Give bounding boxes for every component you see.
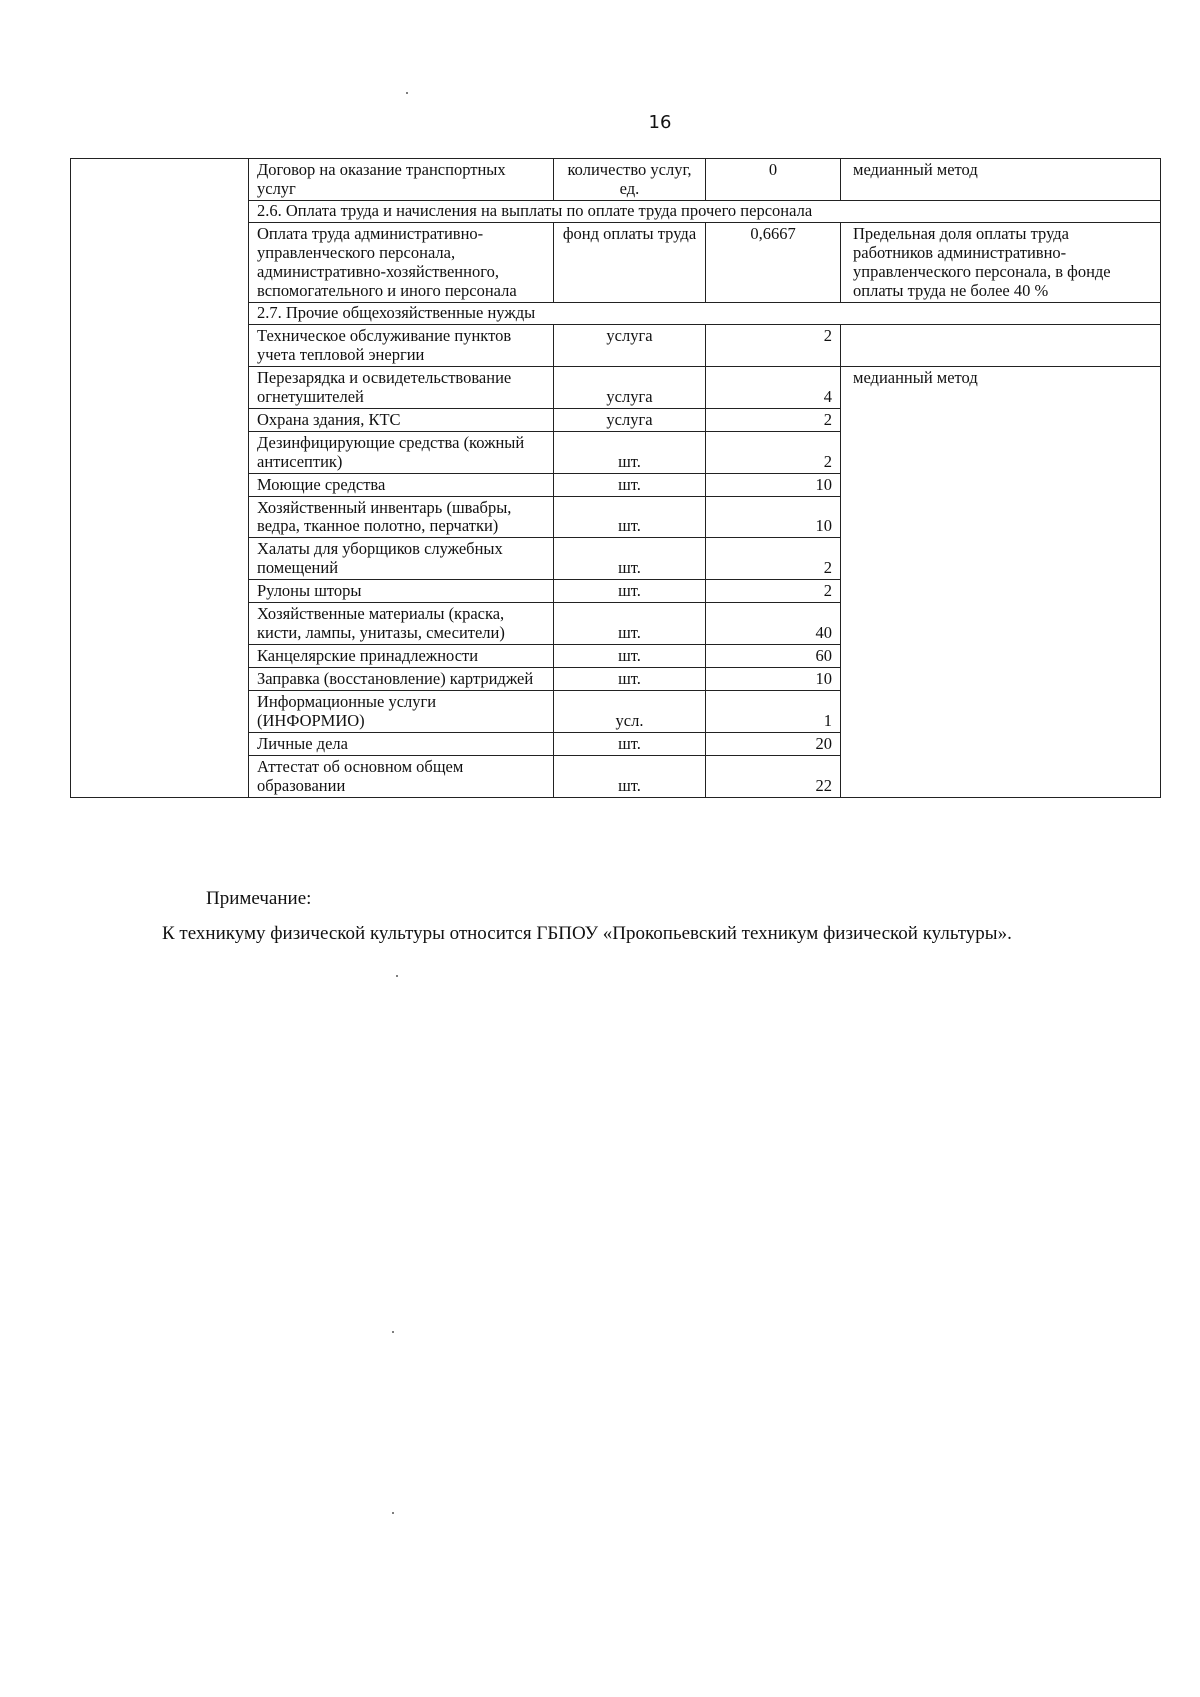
scan-speck [392, 1331, 394, 1333]
item-name: Дезинфицирующие средства (кожный антисептик) [249, 431, 554, 473]
item-value: 2 [706, 431, 841, 473]
item-name: Рулоны шторы [249, 580, 554, 603]
item-name: Канцелярские принадлежности [249, 645, 554, 668]
section-heading: 2.7. Прочие общехозяйственные нужды [249, 302, 1161, 324]
item-name: Хозяйственный инвентарь (швабры, ведра, тканное полотно, перчатки) [249, 496, 554, 538]
item-name: Техническое обслуживание пунктов учета тепловой энергии [249, 324, 554, 366]
item-value: 60 [706, 645, 841, 668]
item-method: Предельная доля оплаты труда работников административно-управленческого персонала, в фонде оплаты труда не более 40 % [841, 222, 1161, 302]
item-unit: услуга [554, 324, 706, 366]
item-value: 1 [706, 691, 841, 733]
item-value: 0,6667 [706, 222, 841, 302]
note-text: К техникуму физической культуры относится ГБПОУ «Прокопьевский техникум физической культуры». [162, 923, 1012, 944]
note-title: Примечание: [206, 888, 312, 909]
item-value: 2 [706, 538, 841, 580]
item-method: медианный метод [841, 366, 1161, 797]
item-name: Заправка (восстановление) картриджей [249, 668, 554, 691]
item-value: 10 [706, 496, 841, 538]
scan-speck [406, 92, 408, 94]
expense-table [70, 158, 1161, 798]
item-unit: количество услуг, ед. [554, 159, 706, 201]
item-unit: шт. [554, 645, 706, 668]
item-name: Моющие средства [249, 473, 554, 496]
item-name: Аттестат об основном общем образовании [249, 756, 554, 798]
item-unit: шт. [554, 756, 706, 798]
item-unit: фонд оплаты труда [554, 222, 706, 302]
item-method-empty [841, 324, 1161, 366]
item-name: Хозяйственные материалы (краска, кисти, лампы, унитазы, смесители) [249, 603, 554, 645]
section-heading: 2.6. Оплата труда и начисления на выплаты по оплате труда прочего персонала [249, 200, 1161, 222]
item-unit: шт. [554, 538, 706, 580]
item-value: 20 [706, 733, 841, 756]
item-unit: шт. [554, 603, 706, 645]
item-unit: шт. [554, 580, 706, 603]
item-value: 10 [706, 668, 841, 691]
item-value: 2 [706, 324, 841, 366]
item-name: Личные дела [249, 733, 554, 756]
item-value: 0 [706, 159, 841, 201]
empty-left-column [71, 159, 249, 798]
item-unit: услуга [554, 366, 706, 408]
item-value: 4 [706, 366, 841, 408]
item-value: 10 [706, 473, 841, 496]
item-value: 2 [706, 580, 841, 603]
item-unit: шт. [554, 733, 706, 756]
item-unit: шт. [554, 496, 706, 538]
scan-speck [392, 1512, 394, 1514]
item-name: Перезарядка и освидетельствование огнетушителей [249, 366, 554, 408]
item-unit: услуга [554, 408, 706, 431]
table-row-transport [71, 159, 1161, 201]
item-value: 22 [706, 756, 841, 798]
item-method: медианный метод [841, 159, 1161, 201]
item-name: Оплата труда административно-управленческого персонала, административно-хозяйственного, вспомогательного и иного персонала [249, 222, 554, 302]
item-unit: усл. [554, 691, 706, 733]
item-unit: шт. [554, 473, 706, 496]
item-name: Халаты для уборщиков служебных помещений [249, 538, 554, 580]
item-value: 40 [706, 603, 841, 645]
page-number: 16 [648, 112, 672, 133]
item-name: Информационные услуги (ИНФОРМИО) [249, 691, 554, 733]
item-name: Охрана здания, КТС [249, 408, 554, 431]
item-value: 2 [706, 408, 841, 431]
scan-speck [396, 975, 398, 977]
item-name: Договор на оказание транспортных услуг [249, 159, 554, 201]
item-unit: шт. [554, 431, 706, 473]
item-unit: шт. [554, 668, 706, 691]
